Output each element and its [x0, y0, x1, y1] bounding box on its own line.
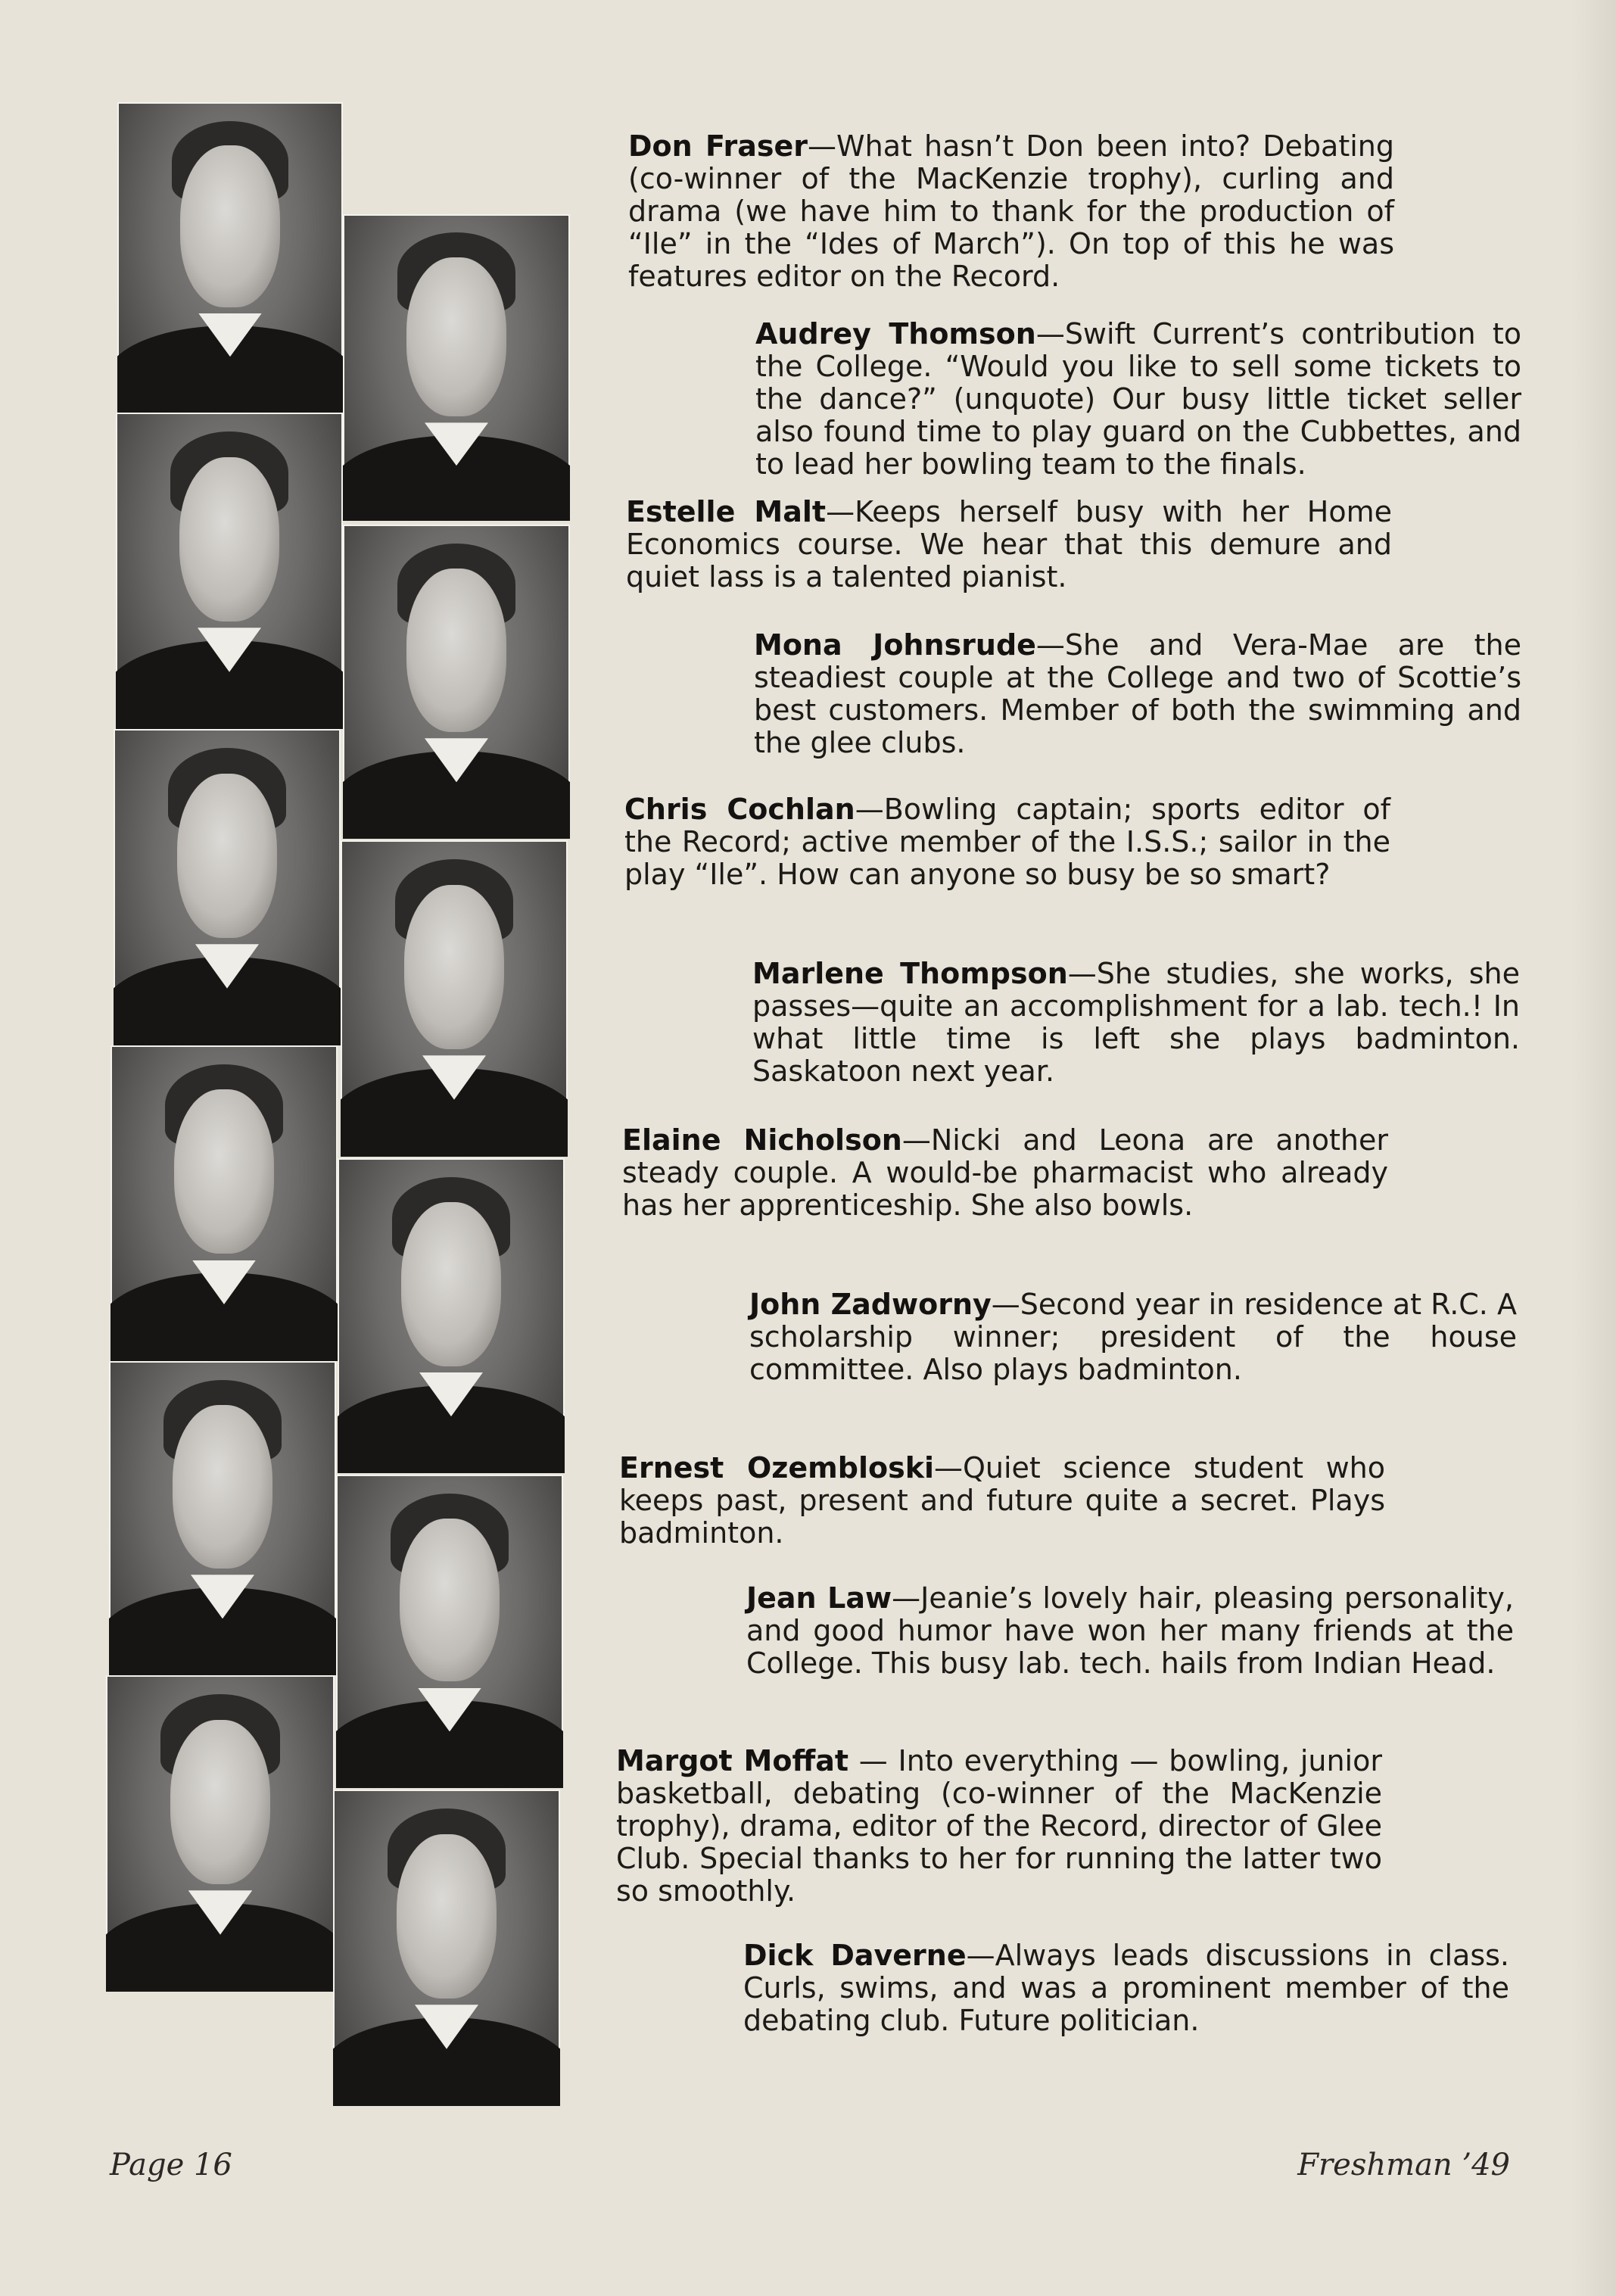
- bio-estelle-malt: [626, 496, 1392, 593]
- portrait-face: [180, 145, 279, 307]
- student-bio: —Nicki and Leona are another steady couple. A would-be pharmacist who already has her apprenticeship. She also bowls.: [622, 1123, 1388, 1222]
- student-bio: —She studies, she works, she passes—quite an accomplishment for a lab. tech.! In what little time is left she plays badminton. Saskatoon next year.: [752, 957, 1520, 1088]
- bio-elaine-nicholson: [622, 1124, 1388, 1222]
- student-bio: —Swift Current’s contribution to the College. “Would you like to sell some tickets to the dance?” (unquote) Our busy little ticket seller also found time to play guard on the Cubbettes, and to lead her bowling team to the finals.: [755, 317, 1521, 481]
- student-name: Dick Daverne: [743, 1939, 967, 1972]
- bio-john-zadworny: [749, 1288, 1517, 1386]
- portrait-face: [174, 1089, 274, 1254]
- portrait-chris-cochlan: [114, 729, 341, 1045]
- page-number: Page 16: [110, 2148, 232, 2182]
- page-edge-shadow: [1571, 0, 1616, 2296]
- student-bio: —Second year in residence at R.C. A scholarship winner; president of the house committee. Also plays badminton.: [749, 1288, 1517, 1386]
- student-name: Estelle Malt: [626, 495, 827, 528]
- bio-don-fraser: [628, 130, 1394, 293]
- bio-chris-cochlan: [624, 793, 1390, 891]
- portrait-john-zadworny: [338, 1158, 565, 1473]
- portrait-face: [397, 1834, 497, 1998]
- portrait-face: [406, 257, 506, 417]
- portrait-face: [170, 1720, 271, 1884]
- portrait-margot-moffat: [106, 1675, 335, 1992]
- publication-title: Freshman ’49: [1297, 2148, 1510, 2182]
- portrait-estelle-malt: [116, 413, 343, 729]
- bio-jean-law: [746, 1582, 1514, 1680]
- student-name: Audrey Thomson: [755, 317, 1036, 350]
- student-bio: —Jeanie’s lovely hair, pleasing personality, and good humor have won her many friends at the College. This busy lab. tech. hails from Indian Head.: [746, 1581, 1514, 1680]
- student-name: Marlene Thompson: [752, 957, 1068, 990]
- student-bio: —Quiet science student who keeps past, present and future quite a secret. Plays badminton.: [619, 1451, 1385, 1550]
- portrait-ernest-ozembloski: [109, 1361, 336, 1675]
- portrait-jean-law: [336, 1475, 563, 1788]
- student-bio: —Keeps herself busy with her Home Economics course. We hear that this demure and quiet lass is a talented pianist.: [626, 495, 1392, 593]
- student-name: Elaine Nicholson: [622, 1123, 902, 1157]
- bio-dick-daverne: [743, 1939, 1509, 2037]
- student-bio: —Bowling captain; sports editor of the Record; active member of the I.S.S.; sailor in the play “Ile”. How can anyone so busy be so smart?: [624, 793, 1390, 891]
- portrait-face: [401, 1202, 501, 1366]
- student-name: Jean Law: [746, 1581, 892, 1615]
- student-bio: —What hasn’t Don been into? Debating (co-winner of the MacKenzie trophy), curling and drama (we have him to thank for the production of “Ile” in the “Ides of March”). On top of this he was features editor on the Record.: [628, 129, 1394, 293]
- portrait-mona-johnsrude: [343, 525, 570, 839]
- student-name: John Zadworny: [749, 1288, 992, 1321]
- bio-marlene-thompson: [752, 958, 1520, 1088]
- portrait-face: [400, 1519, 500, 1681]
- bio-mona-johnsrude: [754, 629, 1521, 759]
- portrait-audrey-thomson: [343, 214, 570, 521]
- portrait-face: [173, 1405, 272, 1569]
- student-bio: —She and Vera-Mae are the steadiest couple at the College and two of Scottie’s best customers. Member of both the swimming and the glee clubs.: [754, 628, 1521, 759]
- bio-margot-moffat: [616, 1745, 1382, 1908]
- student-name: Margot Moffat: [616, 1744, 849, 1777]
- bio-ernest-ozembloski: [619, 1452, 1385, 1550]
- student-name: Ernest Ozembloski: [619, 1451, 934, 1484]
- student-bio: — Into everything — bowling, junior basketball, debating (co-winner of the MacKenzie trophy), drama, editor of the Record, director of Glee Club. Special thanks to her for running the latter two so smoothly.: [616, 1744, 1382, 1908]
- portrait-elaine-nicholson: [111, 1045, 338, 1361]
- portrait-face: [406, 569, 506, 732]
- student-bio: —Always leads discussions in class. Curls, swims, and was a prominent member of the debating club. Future politician.: [743, 1939, 1510, 2037]
- bio-audrey-thomson: [755, 318, 1521, 481]
- portrait-don-fraser: [117, 102, 343, 413]
- student-name: Chris Cochlan: [624, 793, 855, 826]
- portrait-face: [404, 885, 504, 1049]
- portrait-face: [179, 457, 279, 622]
- portrait-marlene-thompson: [341, 840, 568, 1157]
- portrait-dick-daverne: [333, 1790, 560, 2106]
- student-name: Don Fraser: [628, 129, 808, 163]
- student-name: Mona Johnsrude: [754, 628, 1036, 662]
- portrait-face: [177, 774, 277, 938]
